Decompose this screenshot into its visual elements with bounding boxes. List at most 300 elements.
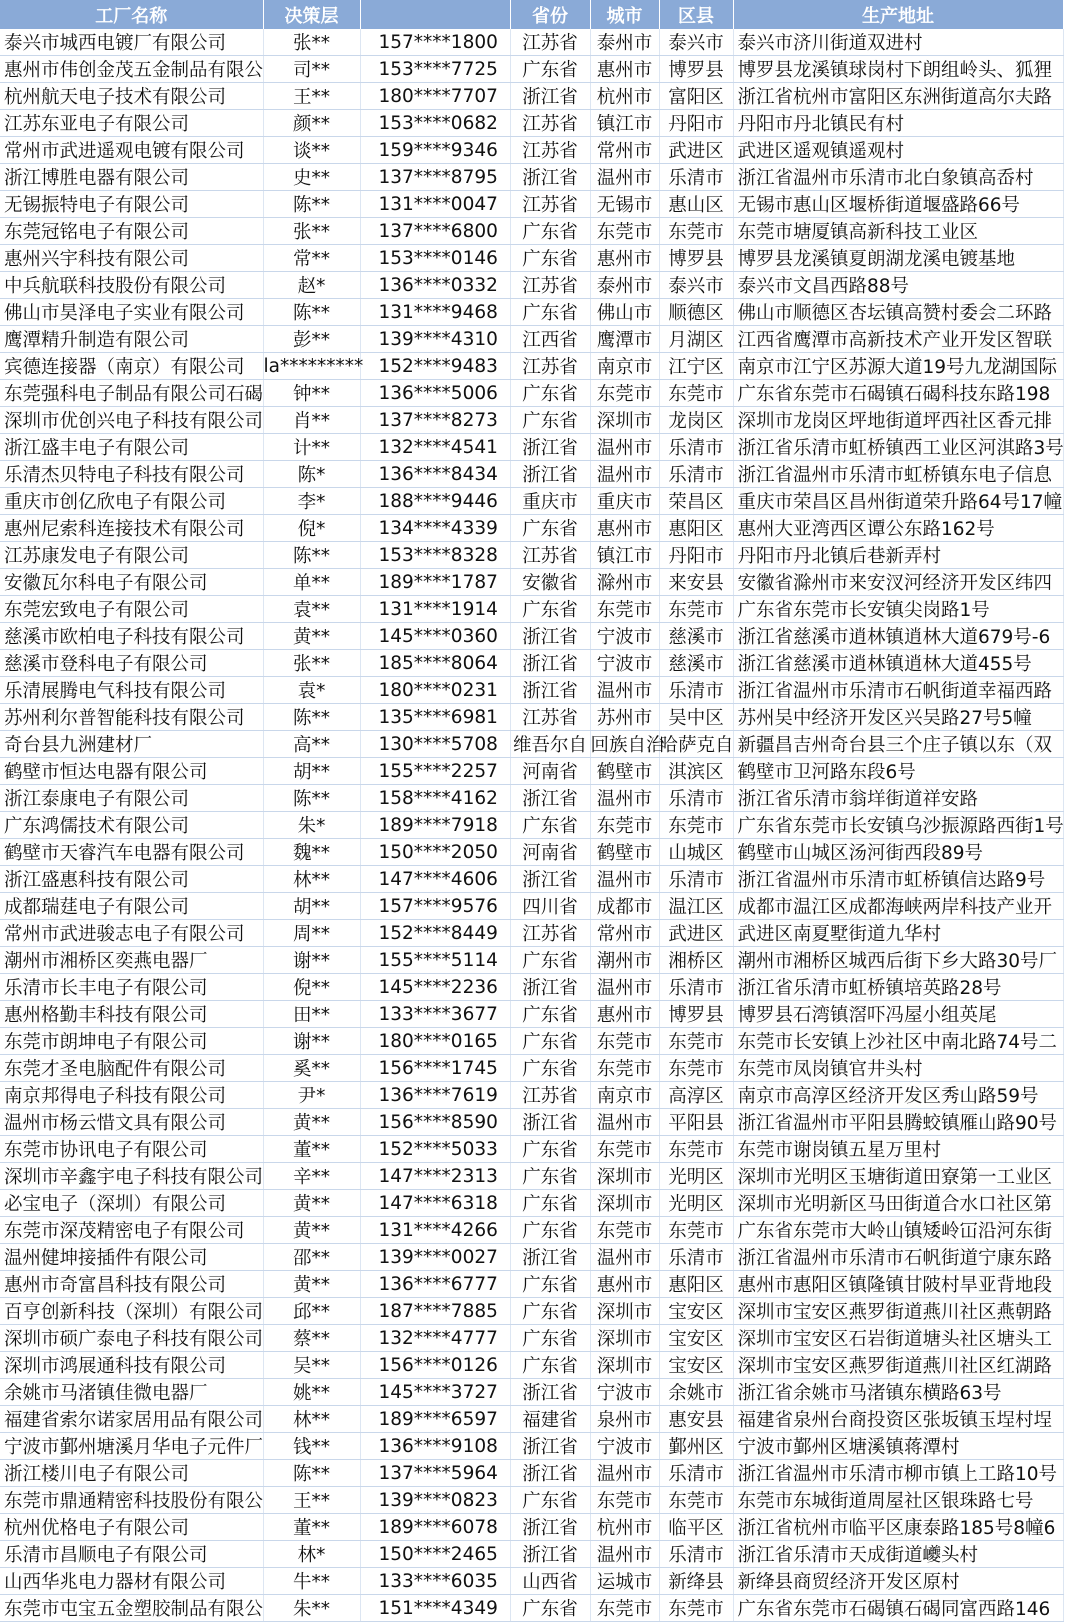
cell-phone[interactable]: 145****2236: [360, 974, 510, 1001]
cell-phone[interactable]: 152****8449: [360, 920, 510, 947]
cell-city[interactable]: 东莞市: [590, 596, 659, 623]
cell-decision-maker[interactable]: 蔡**: [263, 1325, 360, 1352]
cell-decision-maker[interactable]: 牛**: [263, 1568, 360, 1595]
cell-city[interactable]: 温州市: [590, 164, 659, 191]
cell-address[interactable]: 武进区南夏墅街道九华村: [733, 920, 1063, 947]
cell-district[interactable]: 乐清市: [659, 1541, 733, 1568]
cell-district[interactable]: 淇滨区: [659, 758, 733, 785]
cell-address[interactable]: 武进区遥观镇遥观村: [733, 137, 1063, 164]
cell-address[interactable]: 浙江省温州市乐清市柳市镇上工路10号: [733, 1460, 1063, 1487]
cell-district[interactable]: 江宁区: [659, 353, 733, 380]
cell-district[interactable]: 惠安县: [659, 1406, 733, 1433]
cell-city[interactable]: 潮州市: [590, 947, 659, 974]
cell-phone[interactable]: 152****9483: [360, 353, 510, 380]
cell-province[interactable]: 广东省: [510, 515, 590, 542]
cell-province[interactable]: 浙江省: [510, 1460, 590, 1487]
cell-district[interactable]: 月湖区: [659, 326, 733, 353]
cell-factory-name[interactable]: 惠州格勤丰科技有限公司: [0, 1001, 263, 1028]
cell-factory-name[interactable]: 东莞市朗坤电子有限公司: [0, 1028, 263, 1055]
header-factory-name[interactable]: 工厂名称: [0, 0, 263, 29]
header-city[interactable]: 城市: [590, 0, 659, 29]
cell-decision-maker[interactable]: 黄**: [263, 1271, 360, 1298]
cell-address[interactable]: 深圳市宝安区燕罗街道燕川社区红湖路: [733, 1352, 1063, 1379]
cell-address[interactable]: 惠州大亚湾西区谭公东路162号: [733, 515, 1063, 542]
cell-phone[interactable]: 187****7885: [360, 1298, 510, 1325]
cell-district[interactable]: 惠阳区: [659, 515, 733, 542]
cell-factory-name[interactable]: 深圳市辛鑫宇电子科技有限公司: [0, 1163, 263, 1190]
cell-phone[interactable]: 137****8795: [360, 164, 510, 191]
cell-district[interactable]: 泰兴市: [659, 272, 733, 299]
cell-factory-name[interactable]: 东莞市鼎通精密科技股份有限公: [0, 1487, 263, 1514]
cell-city[interactable]: 成都市: [590, 893, 659, 920]
cell-phone[interactable]: 189****6078: [360, 1514, 510, 1541]
cell-phone[interactable]: 180****7707: [360, 83, 510, 110]
cell-city[interactable]: 温州市: [590, 677, 659, 704]
cell-factory-name[interactable]: 江苏东亚电子有限公司: [0, 110, 263, 137]
cell-decision-maker[interactable]: 魏**: [263, 839, 360, 866]
cell-factory-name[interactable]: 东莞市深茂精密电子有限公司: [0, 1217, 263, 1244]
cell-district[interactable]: 丹阳市: [659, 542, 733, 569]
cell-province[interactable]: 河南省: [510, 758, 590, 785]
cell-province[interactable]: 浙江省: [510, 83, 590, 110]
cell-decision-maker[interactable]: 袁*: [263, 677, 360, 704]
cell-city[interactable]: 温州市: [590, 1541, 659, 1568]
cell-province[interactable]: 浙江省: [510, 164, 590, 191]
cell-phone[interactable]: 185****8064: [360, 650, 510, 677]
cell-factory-name[interactable]: 中兵航联科技股份有限公司: [0, 272, 263, 299]
cell-city[interactable]: 宁波市: [590, 1433, 659, 1460]
cell-province[interactable]: 浙江省: [510, 1433, 590, 1460]
cell-province[interactable]: 重庆市: [510, 488, 590, 515]
cell-address[interactable]: 浙江省温州市平阳县腾蛟镇雁山路90号: [733, 1109, 1063, 1136]
cell-phone[interactable]: 156****0126: [360, 1352, 510, 1379]
cell-address[interactable]: 浙江省杭州市富阳区东洲街道高尔夫路: [733, 83, 1063, 110]
cell-city[interactable]: 东莞市: [590, 218, 659, 245]
cell-address[interactable]: 东莞市塘厦镇高新科技工业区: [733, 218, 1063, 245]
cell-phone[interactable]: 153****0682: [360, 110, 510, 137]
cell-decision-maker[interactable]: 黄**: [263, 623, 360, 650]
cell-decision-maker[interactable]: 邱**: [263, 1298, 360, 1325]
cell-phone[interactable]: 136****9108: [360, 1433, 510, 1460]
cell-district[interactable]: 东莞市: [659, 1055, 733, 1082]
cell-factory-name[interactable]: 广东鸿儒技术有限公司: [0, 812, 263, 839]
cell-phone[interactable]: 136****7619: [360, 1082, 510, 1109]
cell-province[interactable]: 广东省: [510, 1487, 590, 1514]
cell-phone[interactable]: 189****7918: [360, 812, 510, 839]
cell-factory-name[interactable]: 江苏康发电子有限公司: [0, 542, 263, 569]
cell-decision-maker[interactable]: 常**: [263, 245, 360, 272]
cell-province[interactable]: 浙江省: [510, 677, 590, 704]
cell-city[interactable]: 温州市: [590, 785, 659, 812]
cell-province[interactable]: 江苏省: [510, 542, 590, 569]
cell-decision-maker[interactable]: 陈**: [263, 542, 360, 569]
cell-decision-maker[interactable]: 田**: [263, 1001, 360, 1028]
cell-city[interactable]: 惠州市: [590, 1271, 659, 1298]
cell-province[interactable]: 江西省: [510, 326, 590, 353]
cell-address[interactable]: 东莞市长安镇上沙社区中南北路74号二: [733, 1028, 1063, 1055]
cell-address[interactable]: 广东省东莞市大岭山镇矮岭冚沿河东街: [733, 1217, 1063, 1244]
cell-phone[interactable]: 157****9576: [360, 893, 510, 920]
cell-factory-name[interactable]: 乐清市昌顺电子有限公司: [0, 1541, 263, 1568]
cell-district[interactable]: 东莞市: [659, 1028, 733, 1055]
cell-address[interactable]: 潮州市湘桥区城西后街下乡大路30号厂: [733, 947, 1063, 974]
cell-district[interactable]: 乐清市: [659, 785, 733, 812]
cell-province[interactable]: 安徽省: [510, 569, 590, 596]
cell-city[interactable]: 温州市: [590, 866, 659, 893]
cell-address[interactable]: 丹阳市丹北镇后巷新弄村: [733, 542, 1063, 569]
cell-address[interactable]: 深圳市光明区玉塘街道田寮第一工业区: [733, 1163, 1063, 1190]
cell-phone[interactable]: 137****6800: [360, 218, 510, 245]
cell-province[interactable]: 广东省: [510, 596, 590, 623]
cell-decision-maker[interactable]: 谢**: [263, 947, 360, 974]
header-phone[interactable]: [360, 0, 510, 29]
cell-province[interactable]: 浙江省: [510, 1379, 590, 1406]
cell-city[interactable]: 泰州市: [590, 29, 659, 56]
cell-address[interactable]: 鹤壁市山城区汤河街西段89号: [733, 839, 1063, 866]
header-district[interactable]: 区县: [659, 0, 733, 29]
cell-decision-maker[interactable]: 司**: [263, 56, 360, 83]
cell-province[interactable]: 江苏省: [510, 704, 590, 731]
cell-city[interactable]: 鹤壁市: [590, 839, 659, 866]
cell-phone[interactable]: 135****6981: [360, 704, 510, 731]
cell-factory-name[interactable]: 百亨创新科技（深圳）有限公司: [0, 1298, 263, 1325]
cell-address[interactable]: 浙江省温州市乐清市虹桥镇信达路9号: [733, 866, 1063, 893]
cell-factory-name[interactable]: 南京邦得电子科技有限公司: [0, 1082, 263, 1109]
cell-factory-name[interactable]: 成都瑞莛电子有限公司: [0, 893, 263, 920]
cell-province[interactable]: 浙江省: [510, 650, 590, 677]
cell-province[interactable]: 广东省: [510, 1190, 590, 1217]
cell-decision-maker[interactable]: 肖**: [263, 407, 360, 434]
cell-city[interactable]: 深圳市: [590, 1325, 659, 1352]
cell-phone[interactable]: 131****0047: [360, 191, 510, 218]
cell-factory-name[interactable]: 惠州兴宇科技有限公司: [0, 245, 263, 272]
cell-province[interactable]: 江苏省: [510, 353, 590, 380]
cell-address[interactable]: 博罗县龙溪镇球岗村下朗组岭头、狐狸: [733, 56, 1063, 83]
cell-decision-maker[interactable]: 陈*: [263, 461, 360, 488]
cell-province[interactable]: 浙江省: [510, 866, 590, 893]
cell-phone[interactable]: 131****9468: [360, 299, 510, 326]
cell-city[interactable]: 鹤壁市: [590, 758, 659, 785]
cell-city[interactable]: 重庆市: [590, 488, 659, 515]
cell-province[interactable]: 广东省: [510, 812, 590, 839]
cell-decision-maker[interactable]: 陈**: [263, 785, 360, 812]
cell-factory-name[interactable]: 浙江盛惠科技有限公司: [0, 866, 263, 893]
cell-city[interactable]: 镇江市: [590, 542, 659, 569]
cell-decision-maker[interactable]: 胡**: [263, 893, 360, 920]
cell-district[interactable]: 乐清市: [659, 677, 733, 704]
cell-district[interactable]: 东莞市: [659, 218, 733, 245]
cell-decision-maker[interactable]: 钟**: [263, 380, 360, 407]
cell-address[interactable]: 无锡市惠山区堰桥街道堰盛路66号: [733, 191, 1063, 218]
cell-decision-maker[interactable]: 林**: [263, 866, 360, 893]
cell-address[interactable]: 新疆昌吉州奇台县三个庄子镇以东（双: [733, 731, 1063, 758]
cell-province[interactable]: 浙江省: [510, 1541, 590, 1568]
cell-phone[interactable]: 156****1745: [360, 1055, 510, 1082]
cell-district[interactable]: 乐清市: [659, 1244, 733, 1271]
cell-factory-name[interactable]: 奇台县九洲建材厂: [0, 731, 263, 758]
cell-city[interactable]: 东莞市: [590, 1028, 659, 1055]
cell-phone[interactable]: 155****5114: [360, 947, 510, 974]
cell-phone[interactable]: 133****3677: [360, 1001, 510, 1028]
cell-decision-maker[interactable]: 周**: [263, 920, 360, 947]
cell-province[interactable]: 广东省: [510, 1163, 590, 1190]
cell-decision-maker[interactable]: 黄**: [263, 1109, 360, 1136]
cell-factory-name[interactable]: 无锡振特电子有限公司: [0, 191, 263, 218]
cell-phone[interactable]: 137****8273: [360, 407, 510, 434]
cell-province[interactable]: 广东省: [510, 299, 590, 326]
cell-province[interactable]: 广东省: [510, 56, 590, 83]
cell-district[interactable]: 武进区: [659, 920, 733, 947]
cell-decision-maker[interactable]: 陈**: [263, 1460, 360, 1487]
cell-factory-name[interactable]: 深圳市优创兴电子科技有限公司: [0, 407, 263, 434]
cell-factory-name[interactable]: 东莞强科电子制品有限公司石碣: [0, 380, 263, 407]
cell-decision-maker[interactable]: 姚**: [263, 1379, 360, 1406]
cell-city[interactable]: 深圳市: [590, 1298, 659, 1325]
cell-factory-name[interactable]: 佛山市昊泽电子实业有限公司: [0, 299, 263, 326]
cell-district[interactable]: 吴中区: [659, 704, 733, 731]
cell-city[interactable]: 运城市: [590, 1568, 659, 1595]
cell-decision-maker[interactable]: 奚**: [263, 1055, 360, 1082]
cell-factory-name[interactable]: 安徽瓦尔科电子有限公司: [0, 569, 263, 596]
cell-province[interactable]: 浙江省: [510, 434, 590, 461]
cell-city[interactable]: 温州市: [590, 1460, 659, 1487]
cell-city[interactable]: 温州市: [590, 1109, 659, 1136]
cell-decision-maker[interactable]: 董**: [263, 1514, 360, 1541]
cell-address[interactable]: 深圳市光明新区马田街道合水口社区第: [733, 1190, 1063, 1217]
cell-factory-name[interactable]: 余姚市马渚镇佳微电器厂: [0, 1379, 263, 1406]
cell-decision-maker[interactable]: 李*: [263, 488, 360, 515]
cell-phone[interactable]: 131****1914: [360, 596, 510, 623]
cell-district[interactable]: 乐清市: [659, 974, 733, 1001]
cell-factory-name[interactable]: 乐清杰贝特电子科技有限公司: [0, 461, 263, 488]
cell-factory-name[interactable]: 杭州优格电子有限公司: [0, 1514, 263, 1541]
cell-city[interactable]: 深圳市: [590, 1190, 659, 1217]
cell-decision-maker[interactable]: 张**: [263, 650, 360, 677]
cell-phone[interactable]: 145****3727: [360, 1379, 510, 1406]
cell-decision-maker[interactable]: 倪**: [263, 974, 360, 1001]
cell-address[interactable]: 安徽省滁州市来安汊河经济开发区纬四: [733, 569, 1063, 596]
cell-address[interactable]: 深圳市龙岗区坪地街道坪西社区香元排: [733, 407, 1063, 434]
cell-city[interactable]: 杭州市: [590, 83, 659, 110]
cell-province[interactable]: 广东省: [510, 947, 590, 974]
cell-factory-name[interactable]: 东莞冠铭电子有限公司: [0, 218, 263, 245]
cell-district[interactable]: 湘桥区: [659, 947, 733, 974]
cell-province[interactable]: 广东省: [510, 1028, 590, 1055]
cell-phone[interactable]: 132****4541: [360, 434, 510, 461]
cell-decision-maker[interactable]: 王**: [263, 1487, 360, 1514]
cell-address[interactable]: 深圳市宝安区石岩街道塘头社区塘头工: [733, 1325, 1063, 1352]
cell-phone[interactable]: 139****4310: [360, 326, 510, 353]
cell-city[interactable]: 常州市: [590, 920, 659, 947]
cell-district[interactable]: 东莞市: [659, 1136, 733, 1163]
cell-factory-name[interactable]: 东莞宏致电子有限公司: [0, 596, 263, 623]
cell-province[interactable]: 广东省: [510, 1001, 590, 1028]
cell-province[interactable]: 广东省: [510, 245, 590, 272]
cell-city[interactable]: 常州市: [590, 137, 659, 164]
cell-factory-name[interactable]: 惠州市奇富昌科技有限公司: [0, 1271, 263, 1298]
cell-district[interactable]: 东莞市: [659, 1217, 733, 1244]
cell-factory-name[interactable]: 必宝电子（深圳）有限公司: [0, 1190, 263, 1217]
cell-district[interactable]: 东莞市: [659, 596, 733, 623]
cell-district[interactable]: 荣昌区: [659, 488, 733, 515]
cell-phone[interactable]: 188****9446: [360, 488, 510, 515]
cell-city[interactable]: 温州市: [590, 1244, 659, 1271]
cell-address[interactable]: 浙江省温州市乐清市石帆街道幸福西路: [733, 677, 1063, 704]
cell-district[interactable]: 东莞市: [659, 380, 733, 407]
cell-decision-maker[interactable]: 赵*: [263, 272, 360, 299]
cell-decision-maker[interactable]: 陈**: [263, 704, 360, 731]
cell-address[interactable]: 成都市温江区成都海峡两岸科技产业开: [733, 893, 1063, 920]
cell-address[interactable]: 浙江省乐清市翁垟街道祥安路: [733, 785, 1063, 812]
cell-province[interactable]: 浙江省: [510, 1244, 590, 1271]
cell-phone[interactable]: 153****8328: [360, 542, 510, 569]
cell-city[interactable]: 宁波市: [590, 650, 659, 677]
cell-address[interactable]: 南京市高淳区经济开发区秀山路59号: [733, 1082, 1063, 1109]
cell-decision-maker[interactable]: la*********: [263, 353, 360, 380]
cell-province[interactable]: 福建省: [510, 1406, 590, 1433]
cell-factory-name[interactable]: 浙江泰康电子有限公司: [0, 785, 263, 812]
cell-city[interactable]: 温州市: [590, 461, 659, 488]
cell-decision-maker[interactable]: 吴**: [263, 1352, 360, 1379]
cell-address[interactable]: 浙江省杭州市临平区康泰路185号8幢6: [733, 1514, 1063, 1541]
cell-address[interactable]: 东莞市谢岗镇五星万里村: [733, 1136, 1063, 1163]
cell-district[interactable]: 博罗县: [659, 245, 733, 272]
cell-city[interactable]: 东莞市: [590, 1136, 659, 1163]
cell-phone[interactable]: 136****5006: [360, 380, 510, 407]
cell-city[interactable]: 泰州市: [590, 272, 659, 299]
cell-district[interactable]: 高淳区: [659, 1082, 733, 1109]
cell-factory-name[interactable]: 常州市武进遥观电镀有限公司: [0, 137, 263, 164]
cell-factory-name[interactable]: 深圳市硕广泰电子科技有限公司: [0, 1325, 263, 1352]
cell-phone[interactable]: 139****0823: [360, 1487, 510, 1514]
cell-phone[interactable]: 136****0332: [360, 272, 510, 299]
cell-address[interactable]: 东莞市东城街道周屋社区银珠路七号: [733, 1487, 1063, 1514]
cell-city[interactable]: 南京市: [590, 1082, 659, 1109]
cell-factory-name[interactable]: 惠州市伟创金茂五金制品有限公: [0, 56, 263, 83]
cell-district[interactable]: 山城区: [659, 839, 733, 866]
cell-city[interactable]: 惠州市: [590, 515, 659, 542]
cell-decision-maker[interactable]: 董**: [263, 1136, 360, 1163]
cell-factory-name[interactable]: 鹤壁市天睿汽车电器有限公司: [0, 839, 263, 866]
cell-address[interactable]: 广东省东莞市石碣镇石碣科技东路198: [733, 380, 1063, 407]
cell-district[interactable]: 宝安区: [659, 1325, 733, 1352]
cell-factory-name[interactable]: 乐清展腾电气科技有限公司: [0, 677, 263, 704]
cell-province[interactable]: 浙江省: [510, 974, 590, 1001]
cell-district[interactable]: 武进区: [659, 137, 733, 164]
cell-factory-name[interactable]: 宾德连接器（南京）有限公司: [0, 353, 263, 380]
cell-city[interactable]: 深圳市: [590, 407, 659, 434]
cell-city[interactable]: 佛山市: [590, 299, 659, 326]
cell-province[interactable]: 江苏省: [510, 110, 590, 137]
cell-factory-name[interactable]: 东莞市屯宝五金塑胶制品有限公: [0, 1595, 263, 1622]
cell-province[interactable]: 江苏省: [510, 1082, 590, 1109]
cell-phone[interactable]: 189****6597: [360, 1406, 510, 1433]
cell-phone[interactable]: 130****5708: [360, 731, 510, 758]
cell-city[interactable]: 宁波市: [590, 1379, 659, 1406]
cell-city[interactable]: 鹰潭市: [590, 326, 659, 353]
cell-decision-maker[interactable]: 高**: [263, 731, 360, 758]
cell-city[interactable]: 东莞市: [590, 1487, 659, 1514]
cell-address[interactable]: 重庆市荣昌区昌州街道荣升路64号17幢: [733, 488, 1063, 515]
cell-province[interactable]: 维吾尔自: [510, 731, 590, 758]
cell-province[interactable]: 广东省: [510, 1271, 590, 1298]
cell-address[interactable]: 泰兴市济川街道双进村: [733, 29, 1063, 56]
cell-city[interactable]: 泉州市: [590, 1406, 659, 1433]
cell-district[interactable]: 东莞市: [659, 812, 733, 839]
cell-district[interactable]: 东莞市: [659, 1487, 733, 1514]
cell-factory-name[interactable]: 温州市杨云惜文具有限公司: [0, 1109, 263, 1136]
cell-district[interactable]: 慈溪市: [659, 650, 733, 677]
cell-phone[interactable]: 150****2465: [360, 1541, 510, 1568]
cell-district[interactable]: 顺德区: [659, 299, 733, 326]
cell-phone[interactable]: 158****4162: [360, 785, 510, 812]
cell-factory-name[interactable]: 杭州航天电子技术有限公司: [0, 83, 263, 110]
cell-factory-name[interactable]: 慈溪市登科电子有限公司: [0, 650, 263, 677]
cell-district[interactable]: 临平区: [659, 1514, 733, 1541]
cell-phone[interactable]: 133****6035: [360, 1568, 510, 1595]
cell-province[interactable]: 河南省: [510, 839, 590, 866]
cell-phone[interactable]: 156****8590: [360, 1109, 510, 1136]
cell-phone[interactable]: 152****5033: [360, 1136, 510, 1163]
cell-decision-maker[interactable]: 邵**: [263, 1244, 360, 1271]
cell-city[interactable]: 南京市: [590, 353, 659, 380]
cell-factory-name[interactable]: 慈溪市欧柏电子科技有限公司: [0, 623, 263, 650]
cell-decision-maker[interactable]: 计**: [263, 434, 360, 461]
cell-decision-maker[interactable]: 林**: [263, 1406, 360, 1433]
cell-city[interactable]: 东莞市: [590, 1217, 659, 1244]
cell-city[interactable]: 东莞市: [590, 812, 659, 839]
cell-city[interactable]: 苏州市: [590, 704, 659, 731]
cell-factory-name[interactable]: 浙江博胜电器有限公司: [0, 164, 263, 191]
cell-city[interactable]: 回族自治: [590, 731, 659, 758]
cell-phone[interactable]: 145****0360: [360, 623, 510, 650]
cell-district[interactable]: 温江区: [659, 893, 733, 920]
cell-district[interactable]: 富阳区: [659, 83, 733, 110]
cell-phone[interactable]: 155****2257: [360, 758, 510, 785]
cell-phone[interactable]: 180****0165: [360, 1028, 510, 1055]
cell-province[interactable]: 江苏省: [510, 272, 590, 299]
cell-city[interactable]: 东莞市: [590, 1055, 659, 1082]
cell-district[interactable]: 龙岗区: [659, 407, 733, 434]
cell-district[interactable]: 博罗县: [659, 1001, 733, 1028]
cell-decision-maker[interactable]: 朱**: [263, 1595, 360, 1622]
cell-decision-maker[interactable]: 辛**: [263, 1163, 360, 1190]
cell-address[interactable]: 广东省东莞市石碣镇石碣同富西路146: [733, 1595, 1063, 1622]
cell-address[interactable]: 浙江省乐清市虹桥镇西工业区河淇路3号: [733, 434, 1063, 461]
cell-address[interactable]: 宁波市鄞州区塘溪镇蒋潭村: [733, 1433, 1063, 1460]
cell-phone[interactable]: 189****1787: [360, 569, 510, 596]
cell-province[interactable]: 四川省: [510, 893, 590, 920]
cell-province[interactable]: 广东省: [510, 407, 590, 434]
cell-address[interactable]: 浙江省余姚市马渚镇东横路63号: [733, 1379, 1063, 1406]
header-province[interactable]: 省份: [510, 0, 590, 29]
cell-province[interactable]: 江苏省: [510, 137, 590, 164]
cell-address[interactable]: 浙江省温州市乐清市北白象镇高岙村: [733, 164, 1063, 191]
cell-district[interactable]: 惠山区: [659, 191, 733, 218]
cell-city[interactable]: 惠州市: [590, 56, 659, 83]
cell-district[interactable]: 新绛县: [659, 1568, 733, 1595]
cell-address[interactable]: 泰兴市文昌西路88号: [733, 272, 1063, 299]
cell-address[interactable]: 浙江省温州市乐清市虹桥镇东电子信息: [733, 461, 1063, 488]
cell-phone[interactable]: 153****0146: [360, 245, 510, 272]
cell-district[interactable]: 泰兴市: [659, 29, 733, 56]
cell-province[interactable]: 广东省: [510, 1325, 590, 1352]
cell-phone[interactable]: 134****4339: [360, 515, 510, 542]
cell-province[interactable]: 浙江省: [510, 461, 590, 488]
cell-phone[interactable]: 137****5964: [360, 1460, 510, 1487]
cell-address[interactable]: 浙江省慈溪市逍林镇逍林大道679号-6: [733, 623, 1063, 650]
cell-city[interactable]: 惠州市: [590, 1001, 659, 1028]
